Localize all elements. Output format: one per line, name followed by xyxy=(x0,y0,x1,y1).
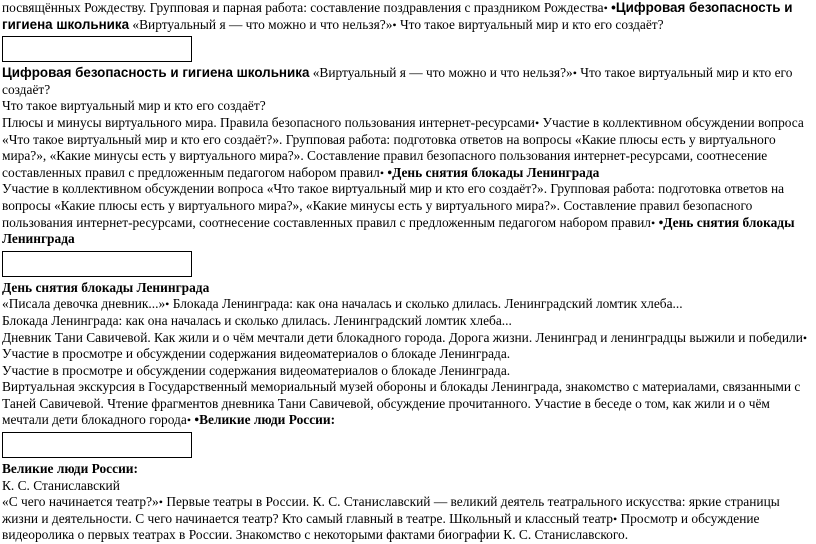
paragraph-5 xyxy=(2,181,814,247)
text: Участие в коллективном обсуждении вопроса «Что такое виртуальный мир и кто его создаёт?». Групповая работа: подготовка ответов на вопросы «Какие плюсы есть у виртуального мира?», «Какие минусы есть у виртуального мира?». Составление правил безопасного пользования интернет-ресурсами, соотнесение составленных правил с предложенным педагогом набором правил xyxy=(2,114,804,180)
bullet: • xyxy=(612,511,618,526)
bullet: • xyxy=(611,0,616,15)
paragraph-11 xyxy=(2,379,814,429)
paragraph-8: Блокада Ленинграда: как она началась и сколько длилась. Ленинградский ломтик хлеба... xyxy=(2,312,512,328)
paragraph-6 xyxy=(2,280,814,297)
text: Плюсы и минусы виртуального мира. Правила безопасного пользования интернет-ресурсами xyxy=(2,114,535,130)
heading-text: День снятия блокады Ленинграда xyxy=(2,279,210,295)
text: «С чего начинается театр?» xyxy=(2,494,159,510)
paragraph-2 xyxy=(2,65,814,98)
text: «Виртуальный я — что можно и что нельзя?» xyxy=(309,65,573,81)
paragraph-10: Участие в просмотре и обсуждении содержания видеоматериалов о блокаде Ленинграда. xyxy=(2,362,511,378)
bullet: • xyxy=(658,214,664,230)
bullet: • xyxy=(392,17,397,32)
heading-text: Великие люди России: xyxy=(199,412,336,428)
paragraph-13: К. С. Станиславский xyxy=(2,477,120,493)
bullet: • xyxy=(802,330,808,345)
text: Дневник Тани Савичевой. Как жили и о чём мечтали дети блокадного города. Дорога жизни. Ленинград и ленинградцы выжили и победили xyxy=(2,329,803,345)
text: Участие в коллективном обсуждении вопроса «Что такое виртуальный мир и кто его создаёт?». Групповая работа: подготовка ответов на вопросы «Какие плюсы есть у виртуального мира?», «Какие минусы есть у виртуального мира?». Составление правил безопасного пользования интернет-ресурсами, соотнесение составленных правил с предложенным педагогом набором правил xyxy=(2,181,785,230)
heading-text: День снятия блокады Ленинграда xyxy=(392,164,600,180)
text: Что такое виртуальный мир и кто его создаёт? xyxy=(2,65,793,97)
heading-text: Цифровая безопасность и гигиена школьника xyxy=(2,0,793,32)
paragraph-7 xyxy=(2,296,814,313)
empty-box xyxy=(2,251,192,277)
text: Что такое виртуальный мир и кто его создаёт? xyxy=(396,16,664,32)
empty-box xyxy=(2,36,192,62)
text: «Писала девочка дневник...» xyxy=(2,296,166,312)
bullet: • xyxy=(387,164,393,180)
heading-text: День снятия блокады Ленинграда xyxy=(2,214,795,247)
paragraph-3: Что такое виртуальный мир и кто его создаёт? xyxy=(2,98,266,114)
text: Блокада Ленинграда: как она началась и сколько длилась. Ленинградский ломтик хлеба... xyxy=(169,296,683,312)
paragraph-12 xyxy=(2,461,814,478)
paragraph-1 xyxy=(2,0,814,33)
paragraph-4 xyxy=(2,115,814,181)
bullet: • xyxy=(165,297,170,312)
bullet: • xyxy=(194,412,200,428)
bullet: • xyxy=(186,413,192,428)
bullet: • xyxy=(158,495,163,510)
bullet: • xyxy=(651,215,656,230)
bullet: • xyxy=(379,165,385,180)
bullet: • xyxy=(534,115,540,130)
paragraph-9 xyxy=(2,330,814,363)
text: Виртуальная экскурсия в Государственный мемориальный музей обороны и блокады Ленинграда, знакомство с материалами, связанными с Таней Савичевой. Чтение фрагментов дневника Тани Савичевой, обсуждение прочитанного. Участие в беседе о том, как жили и о чём мечтали дети блокадного города xyxy=(2,379,801,428)
text: Первые театры в России. К. С. Станиславский — великий деятель театрального искусства: яркие страницы жизни и деятельности. С чего начинается театр? Кто самый главный в театре. Школьный и классный театр xyxy=(2,494,780,526)
empty-box xyxy=(2,432,192,458)
bullet: • xyxy=(603,1,608,15)
text: «Виртуальный я — что можно и что нельзя?» xyxy=(129,16,393,32)
text: посвящённых Рождеству. Групповая и парная работа: составление поздравления с праздником Рождества xyxy=(2,0,604,15)
heading-text: Цифровая безопасность и гигиена школьника xyxy=(2,65,310,81)
paragraph-14 xyxy=(2,494,814,544)
bullet: • xyxy=(572,66,577,81)
text: Просмотр и обсуждение видеоролика о первых театрах в России. Знакомство с некоторыми фактами биографии К. С. Станиславского. xyxy=(2,510,760,543)
text: Участие в просмотре и обсуждении содержания видеоматериалов о блокаде Ленинграда. xyxy=(2,346,511,362)
heading-text: Великие люди России: xyxy=(2,461,138,477)
